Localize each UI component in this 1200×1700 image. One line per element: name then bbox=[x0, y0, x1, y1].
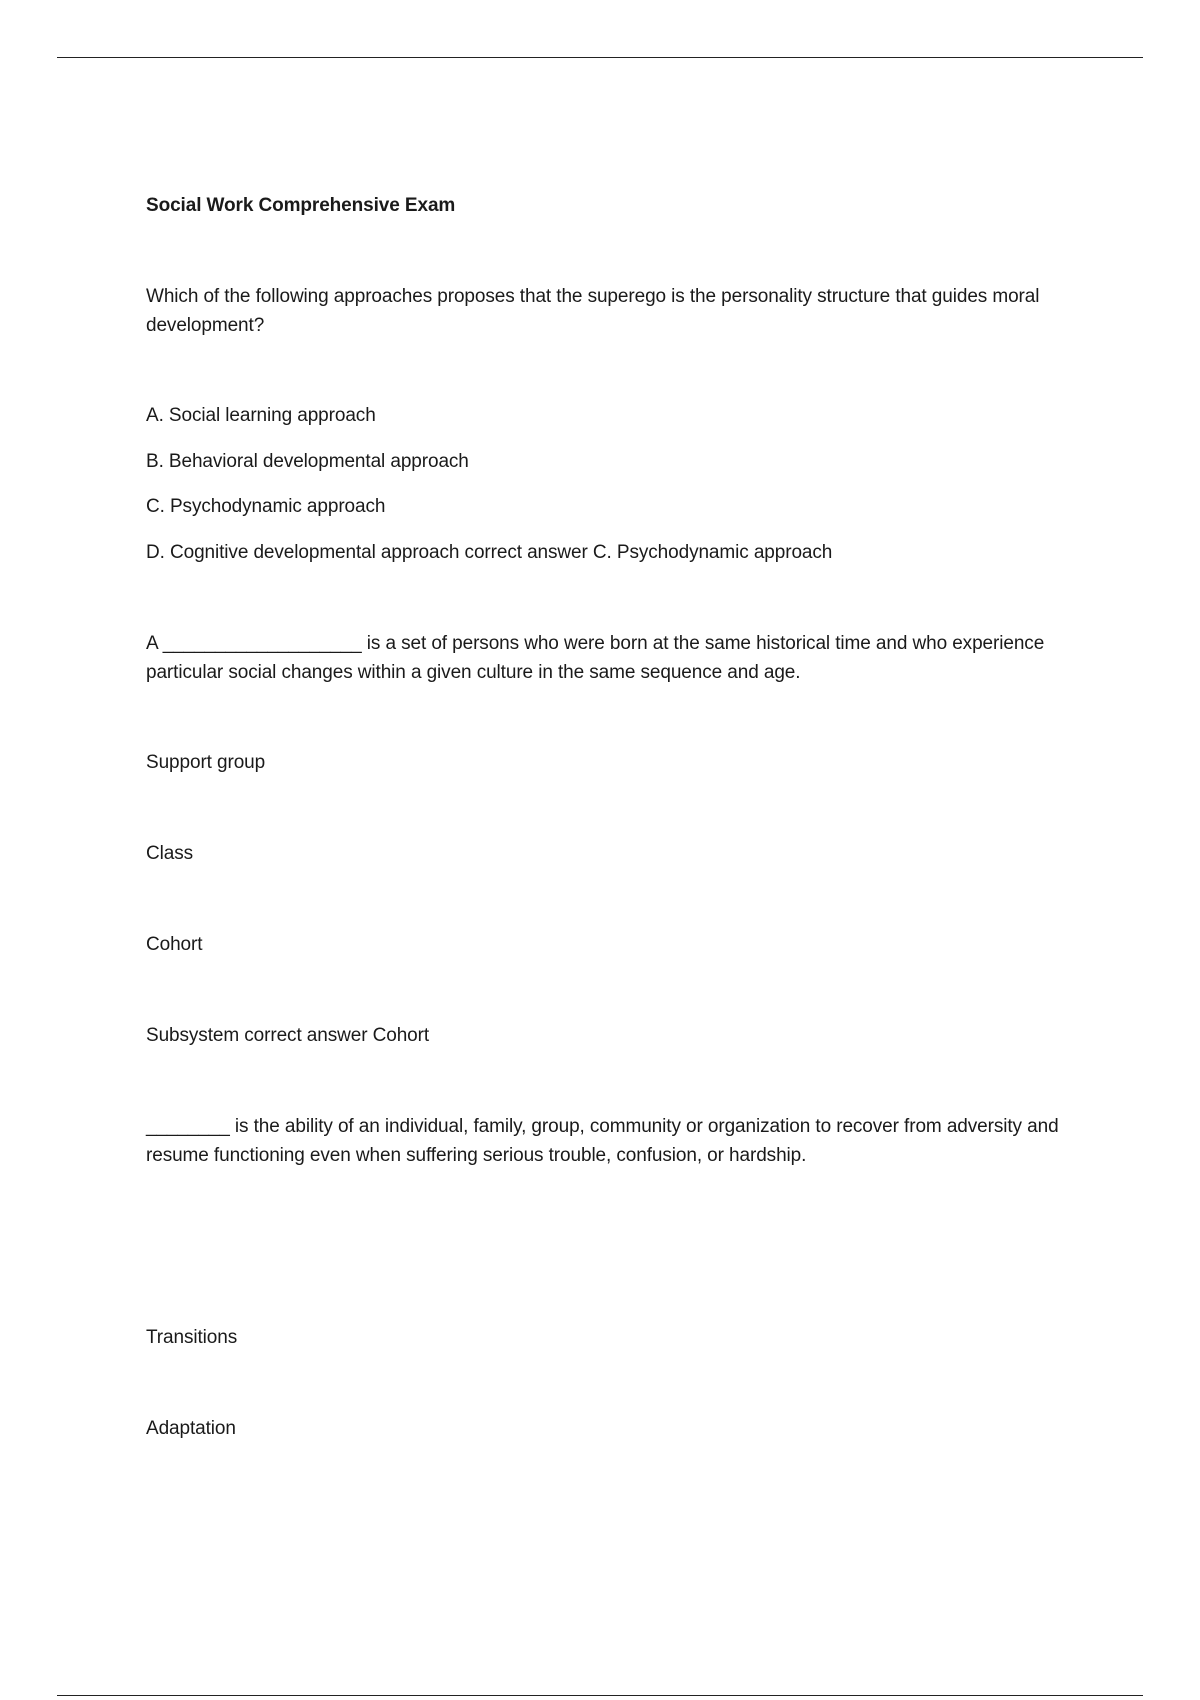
document-title: Social Work Comprehensive Exam bbox=[146, 195, 456, 216]
question-1-option-c: C. Psychodynamic approach bbox=[146, 496, 386, 517]
question-3-option-2: Adaptation bbox=[146, 1418, 236, 1439]
question-1-option-a: A. Social learning approach bbox=[146, 405, 376, 426]
question-3-text: ________ is the ability of an individual, family, group, community or organization to recover from adversity and resume functioning even when suffering serious trouble, confusion, or hardship. bbox=[146, 1116, 1059, 1166]
header-rule bbox=[57, 57, 1143, 58]
question-1-option-b: B. Behavioral developmental approach bbox=[146, 451, 469, 472]
question-1-option-d-answer: D. Cognitive developmental approach correct answer C. Psychodynamic approach bbox=[146, 542, 833, 563]
footer-rule bbox=[57, 1695, 1143, 1696]
question-2-option-1: Support group bbox=[146, 752, 266, 773]
question-2-option-4-answer: Subsystem correct answer Cohort bbox=[146, 1025, 430, 1046]
question-2-text: A ___________________ is a set of persons who were born at the same historical time and who experience particular social changes within a given culture in the same sequence and age. bbox=[146, 633, 1045, 683]
question-1-text: Which of the following approaches proposes that the superego is the personality structure that guides moral development? bbox=[146, 286, 1040, 336]
question-2-option-3: Cohort bbox=[146, 934, 203, 955]
question-3-option-1: Transitions bbox=[146, 1327, 238, 1348]
question-2-option-2: Class bbox=[146, 843, 194, 864]
